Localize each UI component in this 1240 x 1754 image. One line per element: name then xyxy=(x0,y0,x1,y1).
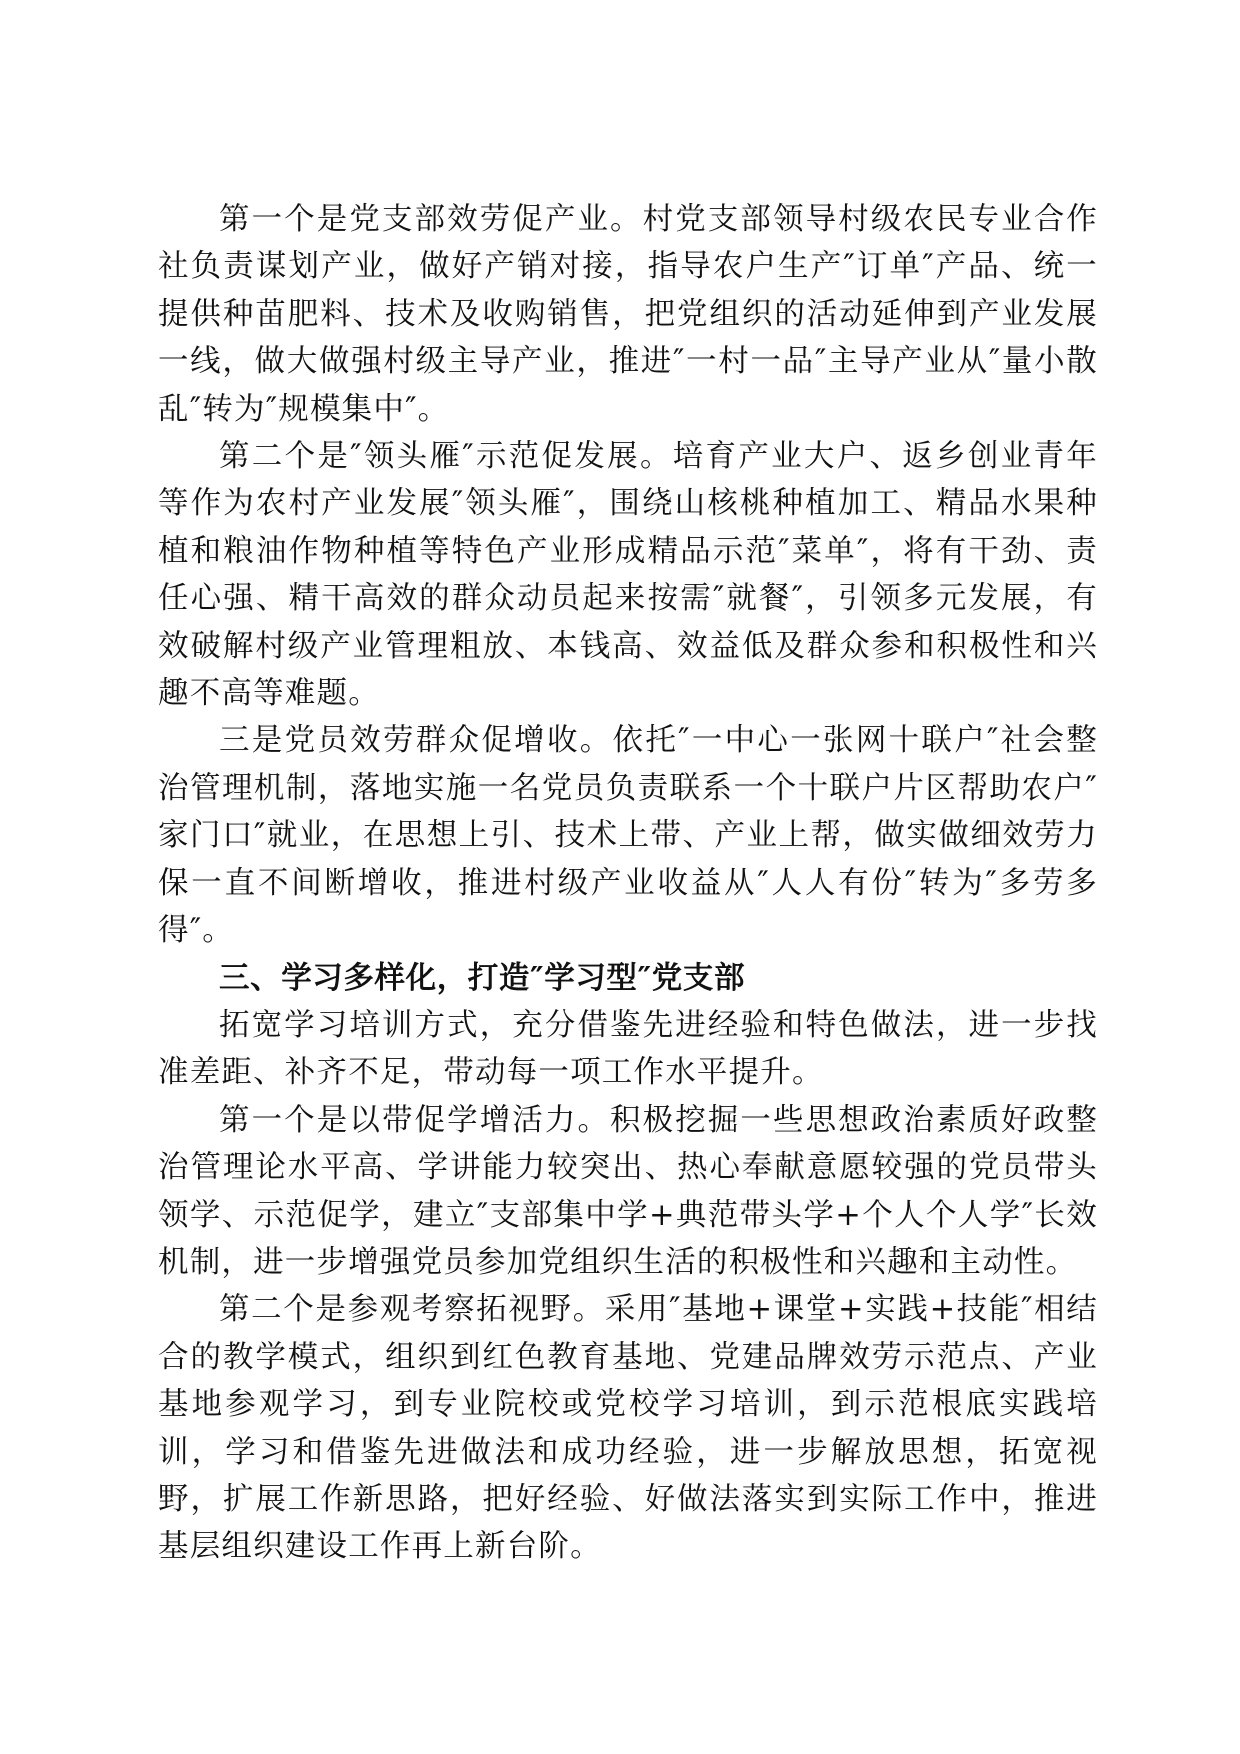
document-page xyxy=(158,196,1098,1571)
section-heading-learning-branch: 三、学习多样化，打造″学习型″党支部 xyxy=(219,960,746,996)
paragraph-lead-learning: 第一个是以带促学增活力。积极挖掘一些思想政治素质好政整治管理论水平高、学讲能力较突出、热心奉献意愿较强的党员带头领学、示范促学，建立″支部集中学+典范带头学+个人个人学″长效机制，进一步增强党员参加党组织生活的积极性和兴趣和主动性。 xyxy=(158,1102,1098,1280)
paragraph-visit-inspection: 第二个是参观考察拓视野。采用″基地+课堂+实践+技能″相结合的教学模式，组织到红色教育基地、党建品牌效劳示范点、产业基地参观学习，到专业院校或党校学习培训，到示范根底实践培训，学习和借鉴先进做法和成功经验，进一步解放思想，拓宽视野，扩展工作新思路，把好经验、好做法落实到实际工作中，推进基层组织建设工作再上新台阶。 xyxy=(158,1292,1098,1565)
paragraph-learning-methods: 拓宽学习培训方式，充分借鉴先进经验和特色做法，进一步找准差距、补齐不足，带动每一项工作水平提升。 xyxy=(158,1007,1098,1091)
paragraph-party-branch-service: 第一个是党支部效劳促产业。村党支部领导村级农民专业合作社负责谋划产业，做好产销对接，指导农户生产″订单″产品、统一提供种苗肥料、技术及收购销售，把党组织的活动延伸到产业发展一线，做大做强村级主导产业，推进″一村一品″主导产业从″量小散乱″转为″规模集中″。 xyxy=(158,202,1098,427)
paragraph-member-service-income: 三是党员效劳群众促增收。依托″一中心一张网十联户″社会整治管理机制，落地实施一名党员负责联系一个十联户片区帮助农户″家门口″就业，在思想上引、技术上带、产业上帮，做实做细效劳力保一直不间断增收，推进村级产业收益从″人人有份″转为″多劳多得″。 xyxy=(158,723,1098,949)
paragraph-lead-goose-demonstration: 第二个是″领头雁″示范促发展。培育产业大户、返乡创业青年等作为农村产业发展″领头雁″，围绕山核桃种植加工、精品水果种植和粮油作物种植等特色产业形成精品示范″菜单″，将有干劲、责任心强、精干高效的群众动员起来按需″就餐″，引领多元发展，有效破解村级产业管理粗放、本钱高、效益低及群众参和积极性和兴趣不高等难题。 xyxy=(158,439,1098,712)
